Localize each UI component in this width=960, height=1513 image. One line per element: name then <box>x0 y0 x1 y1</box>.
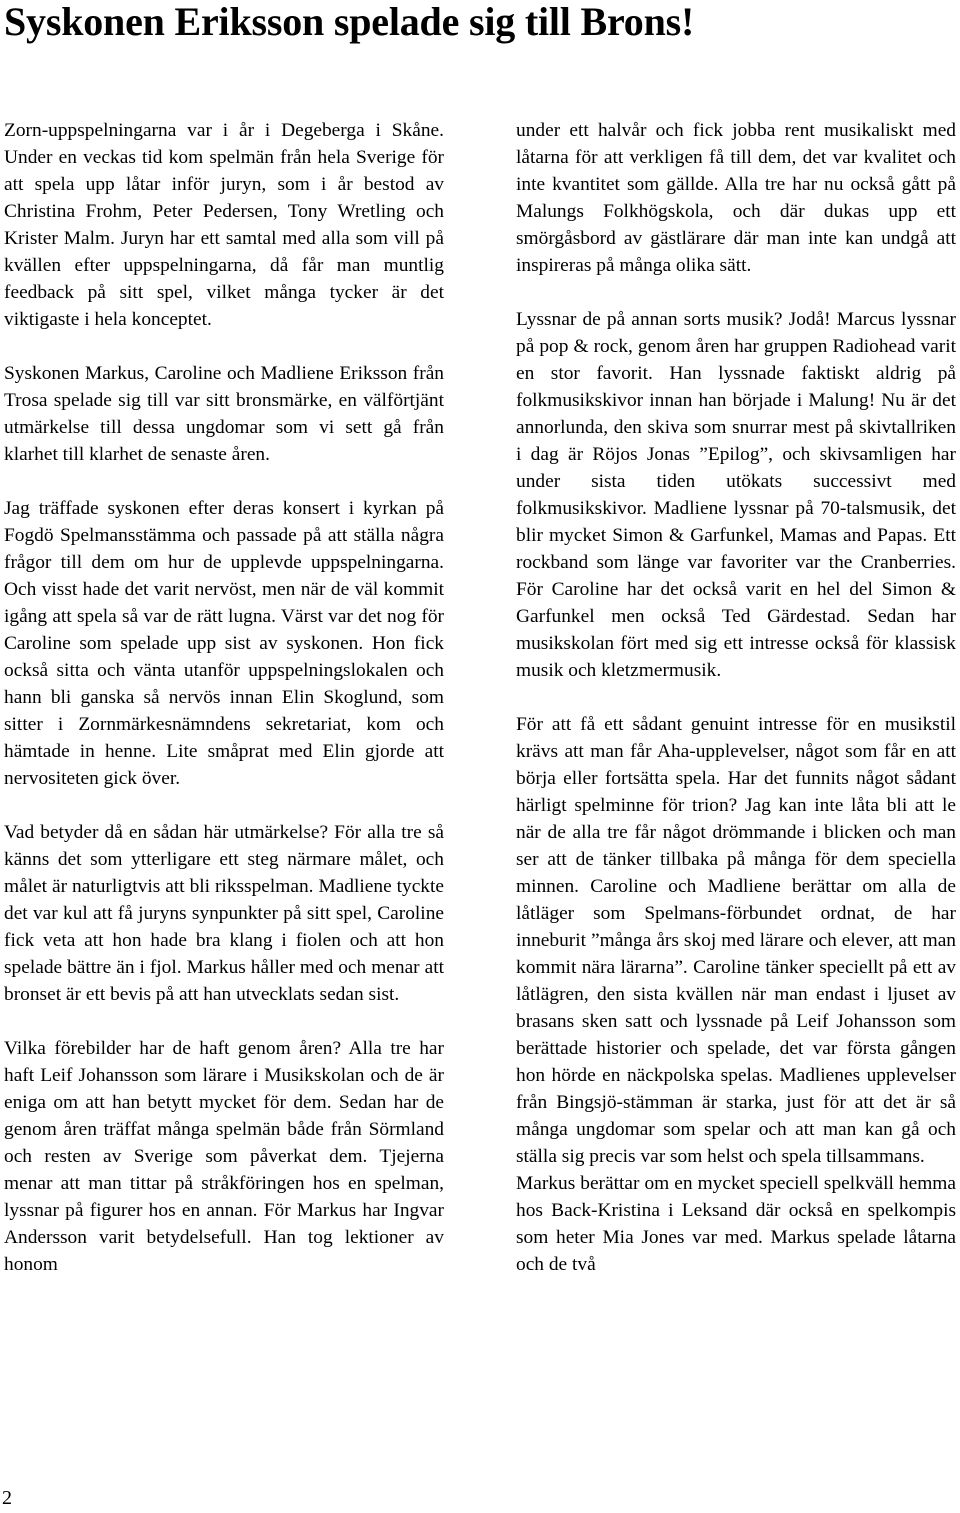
paragraph: Zorn-uppspelningarna var i år i Degeberga i Skåne. Under en veckas tid kom spelmän från hela Sverige för att spela upp låtar inför juryn, som i år bestod av Christina Frohm, Peter Pedersen, Tony Wretling och Krister Malm. Juryn har ett samtal med alla som vill på kvällen efter uppspelningarna, då får man muntlig feedback på sitt spel, vilket många tycker är det viktigaste i hela konceptet. <box>4 120 444 330</box>
paragraph: Syskonen Markus, Caroline och Madliene Eriksson från Trosa spelade sig till var sitt bronsmärke, en välförtjänt utmärkelse till dessa ungdomar som vi sett gå från klarhet till klarhet de senaste åren. <box>4 363 444 465</box>
paragraph: Vad betyder då en sådan här utmärkelse? För alla tre så känns det som ytterligare ett steg närmare målet, och målet är naturligtvis att bli riksspelman. Madliene tyckte det var kul att få juryns synpunkter på sitt spel, Caroline fick veta att hon hade bra klang i fiolen och att hon spelade bättre än i fjol. Markus håller med och menar att bronset är ett bevis på att han utvecklats sedan sist. <box>4 822 444 1005</box>
paragraph: Markus berättar om en mycket speciell spelkväll hemma hos Back-Kristina i Leksand där också en spelkompis som heter Mia Jones var med. Markus spelade låtarna och de två <box>516 1173 956 1275</box>
paragraph: Lyssnar de på annan sorts musik? Jodå! Marcus lyssnar på pop & rock, genom åren har gruppen Radiohead varit en stor favorit. Han lyssnade faktiskt aldrig på folkmusikskivor innan han började i Malung! Nu är det annorlunda, den skiva som snurrar mest på skivtallriken i dag är Röjos Jonas ”Epilog”, och skivsamligen har under sista tiden utökats successivt med folkmusikskivor. Madliene lyssnar på 70-talsmusik, det blir mycket Simon & Garfunkel, Mamas and Papas. Ett rockband som länge var favoriter var the Cranberries. För Caroline har det också varit en hel del Simon & Garfunkel men också Ted Gärdestad. Sedan har musikskolan fört med sig ett intresse också för klassisk musik och kletzmermusik. <box>516 309 956 681</box>
article-title: Syskonen Eriksson spelade sig till Brons! <box>4 0 695 44</box>
paragraph: Jag träffade syskonen efter deras konsert i kyrkan på Fogdö Spelmansstämma och passade på att ställa några frågor till dem om hur de upplevde uppspelningarna. Och visst hade det varit nervöst, men när de väl kommit igång att spela så var de rätt lugna. Värst var det nog för Caroline som spelade upp sist av syskonen. Hon fick också sitta och vänta utanför uppspelningslokalen och hann bli ganska så nervös innan Elin Skoglund, som sitter i Zornmärkesnämndens sekretariat, kom och hämtade in henne. Lite småprat med Elin gjorde att nervositeten gick över. <box>4 498 444 789</box>
paragraph: Vilka förebilder har de haft genom åren? Alla tre har haft Leif Johansson som lärare i Musikskolan och de är eniga om att han betytt mycket för dem. Sedan har de genom åren träffat många spelmän både från Sörmland och resten av Sverige som påverkat dem. Tjejerna menar att man tittar på stråkföringen hos en spelman, lyssnar på figurer hos en annan. För Markus har Ingvar Andersson varit betydelsefull. Han tog lektioner av honom <box>4 1038 444 1275</box>
page-number: 2 <box>2 1487 12 1509</box>
paragraph: under ett halvår och fick jobba rent musikaliskt med låtarna för att verkligen få till dem, det var kvalitet och inte kvantitet som gällde. Alla tre har nu också gått på Malungs Folkhögskola, och där dukas upp ett smörgåsbord av gästlärare där man inte kan undgå att inspireras på många olika sätt. <box>516 120 956 276</box>
paragraph: För att få ett sådant genuint intresse för en musikstil krävs att man får Aha-upplevelser, något som får en att börja eller fortsätta spela. Har det funnits något sådant härligt spelminne för trion? Jag kan inte låta bli att le när de alla tre får något drömmande i blicken och man ser att de tänker tillbaka på många för dem speciella minnen. Caroline och Madliene berättar om alla de låtläger som Spelmans-förbundet ordnat, de har inneburit ”många års skoj med lärare och elever, att man kommit nära lärarna”. Caroline tänker speciellt på ett av låtlägren, den sista kvällen när man endast i ljuset av brasans sken satt och lyssnade på Leif Johansson som berättade historier och spelade, det var första gången hon hörde en näckpolska spelas. Madlienes upplevelser från Bingsjö-stämman är starka, just för att det är så många ungdomar som spelar och att man kan gå och ställa sig precis var som helst och spela tillsammans. <box>516 714 956 1167</box>
left-column <box>4 117 444 1278</box>
right-column <box>516 117 956 1278</box>
